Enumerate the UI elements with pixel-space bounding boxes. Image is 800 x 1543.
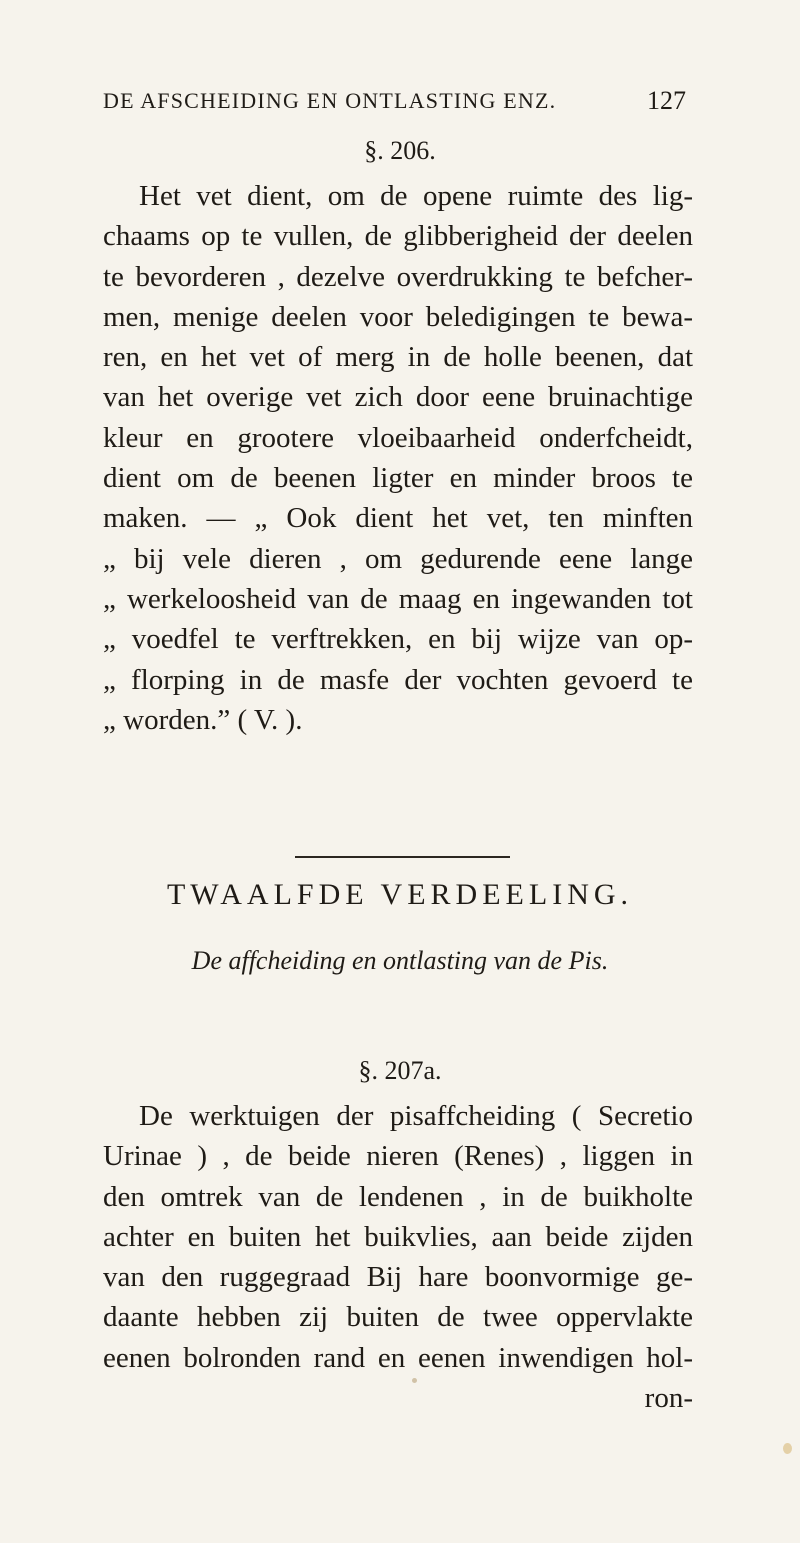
paper-speck: [412, 1378, 417, 1383]
text-line: „ worden.” ( V. ).: [103, 703, 303, 736]
text-line: achter en buiten het buikvlies, aan beide zijden: [103, 1220, 693, 1253]
text-line: Het vet dient, om de opene ruimte des lig-: [139, 180, 693, 212]
division-title: TWAALFDE VERDEELING.: [166, 878, 634, 911]
division-subtitle: De affcheiding en ontlasting van de Pis.: [191, 946, 609, 975]
text-line: daante hebben zij buiten de twee oppervlakte: [103, 1301, 693, 1334]
text-line: Urinae ) , de beide nieren (Renes) , liggen in: [103, 1140, 693, 1173]
division-rule: [295, 856, 510, 858]
text-line: van het overige vet zich door eene bruinachtige: [103, 381, 693, 414]
text-line: „ bij vele dieren , om gedurende eene lange: [103, 542, 693, 575]
text-line: men, menige deelen voor beledigingen te bewa-: [103, 300, 693, 333]
running-head: DE AFSCHEIDING EN ONTLASTING ENZ.: [103, 88, 557, 113]
text-line: chaams op te vullen, de glibberigheid der deelen: [103, 220, 693, 253]
text-line: eenen bolronden rand en eenen inwendigen hol-: [103, 1341, 693, 1374]
text-line: te bevorderen , dezelve overdrukking te befcher-: [103, 260, 693, 293]
text-line: ren, en het vet of merg in de holle beenen, dat: [103, 341, 693, 374]
section-206-text: [103, 176, 693, 740]
text-line: dient om de beenen ligter en minder broos te: [103, 462, 693, 495]
text-line: „ voedfel te verftrekken, en bij wijze van op-: [103, 623, 693, 656]
section-number-206: §. 206.: [364, 136, 436, 165]
text-line: den omtrek van de lendenen , in de buikholte: [103, 1180, 693, 1213]
text-line: maken. — „ Ook dient het vet, ten minften: [103, 502, 693, 535]
text-line: „ florping in de masfe der vochten gevoerd te: [103, 663, 693, 696]
text-line: De werktuigen der pisaffcheiding ( Secretio: [139, 1100, 693, 1132]
page-number: 127: [647, 86, 686, 115]
text-line: „ werkeloosheid van de maag en ingewanden tot: [103, 582, 693, 615]
text-line: kleur en grootere vloeibaarheid onderfcheidt,: [103, 421, 693, 454]
catchword: ron-: [644, 1382, 693, 1415]
section-207a-text: [103, 1096, 693, 1418]
text-line: van den ruggegraad Bij hare boonvormige ge-: [103, 1261, 693, 1294]
paper-stain: [783, 1443, 792, 1454]
section-number-207a: §. 207a.: [358, 1056, 442, 1085]
